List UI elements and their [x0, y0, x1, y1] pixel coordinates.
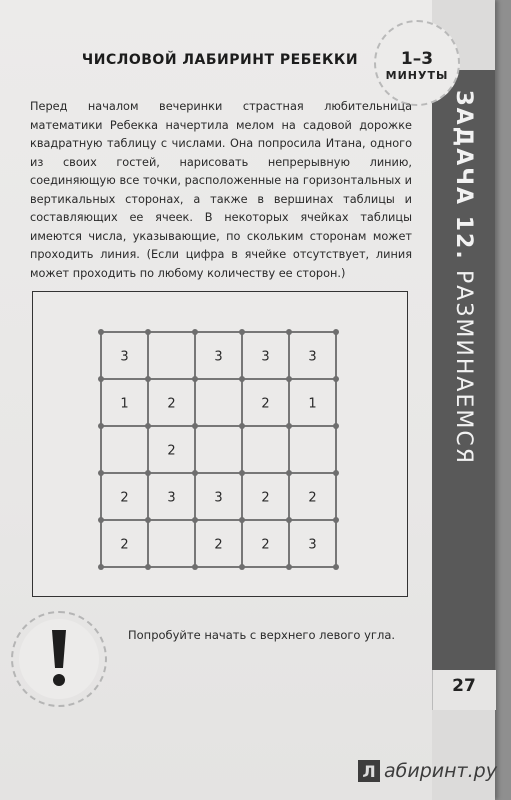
grid-vertex-dot [98, 329, 104, 335]
grid-vertex-dot [239, 376, 245, 382]
cell-number: 2 [214, 537, 223, 553]
cell-number: 2 [167, 396, 176, 412]
cell-number: 2 [308, 490, 317, 506]
hint-inner [19, 619, 99, 699]
watermark-logo: Л [358, 760, 380, 782]
grid-vertex-dot [239, 423, 245, 429]
page-title: ЧИСЛОВОЙ ЛАБИРИНТ РЕБЕККИ [81, 52, 359, 68]
task-number: ЗАДАЧА 12. [451, 90, 476, 261]
grid-vertex-dot [192, 470, 198, 476]
grid-vertex-dot [192, 329, 198, 335]
cell-number: 2 [167, 443, 176, 459]
grid-vertex-dot [98, 376, 104, 382]
grid-vertex-dot [98, 423, 104, 429]
cell-number: 3 [261, 349, 270, 365]
grid-vertex-dot [286, 376, 292, 382]
cell-number: 2 [261, 537, 270, 553]
cell-number: 2 [120, 490, 129, 506]
grid-vertex-dot [239, 517, 245, 523]
watermark [358, 760, 497, 782]
grid-vertex-dot [192, 376, 198, 382]
grid-vertex-dot [192, 423, 198, 429]
grid-vertex-dot [333, 376, 339, 382]
puzzle-grid [33, 292, 406, 595]
grid-vertex-dot [145, 423, 151, 429]
grid-vertex-dot [286, 470, 292, 476]
hint-badge [11, 611, 107, 707]
grid-vertex-dot [286, 564, 292, 570]
sidebar-task-label [432, 80, 495, 660]
exclamation-icon [44, 628, 74, 690]
cell-number: 3 [308, 349, 317, 365]
grid-vertex-dot [98, 470, 104, 476]
cell-number: 3 [214, 490, 223, 506]
puzzle-frame [32, 291, 408, 597]
grid-vertex-dot [286, 329, 292, 335]
cell-number: 3 [214, 349, 223, 365]
grid-vertex-dot [192, 564, 198, 570]
watermark-text: абиринт.ру [384, 760, 497, 782]
grid-vertex-dot [333, 564, 339, 570]
page-number: 27 [452, 676, 476, 696]
grid-vertex-dot [333, 470, 339, 476]
grid-vertex-dot [98, 564, 104, 570]
task-name: РАЗМИНАЕМСЯ [451, 269, 476, 465]
grid-vertex-dot [98, 517, 104, 523]
grid-vertex-dot [239, 564, 245, 570]
problem-text: Перед началом вечеринки страстная любительница математики Ребекка начертила мелом на садовой дорожке квадратную таблицу с числами. Она попросила Итана, одного из своих гостей, нарисовать непрерывную линию, соединяющую все точки, расположенные на горизонтальных и вертикальных сторонах, а также в вершинах таблицы и составляющих ее ячеек. В некоторых ячейках таблицы имеются числа, указывающие, по скольким сторонам может проходить линия. (Если цифра в ячейке отсутствует, линия может проходить по любому количеству ее сторон.) [30, 100, 412, 280]
cell-number: 2 [261, 490, 270, 506]
grid-vertex-dot [145, 376, 151, 382]
cell-number: 2 [261, 396, 270, 412]
timer-unit: МИНУТЫ [385, 68, 449, 82]
cell-number: 2 [120, 537, 129, 553]
grid-vertex-dot [192, 517, 198, 523]
grid-vertex-dot [239, 470, 245, 476]
cell-number: 3 [308, 537, 317, 553]
grid-vertex-dot [145, 329, 151, 335]
grid-vertex-dot [145, 564, 151, 570]
grid-vertex-dot [286, 517, 292, 523]
cell-number: 3 [120, 349, 129, 365]
grid-vertex-dot [333, 329, 339, 335]
grid-vertex-dot [239, 329, 245, 335]
timer-badge [374, 20, 460, 106]
cell-number: 1 [308, 396, 317, 412]
grid-vertex-dot [333, 423, 339, 429]
cell-number: 1 [120, 396, 129, 412]
cell-number: 3 [167, 490, 176, 506]
grid-vertex-dot [145, 470, 151, 476]
hint-text: Попробуйте начать с верхнего левого угла. [128, 628, 396, 642]
timer-range: 1–3 [400, 48, 434, 69]
grid-vertex-dot [145, 517, 151, 523]
grid-vertex-dot [333, 517, 339, 523]
grid-vertex-dot [286, 423, 292, 429]
